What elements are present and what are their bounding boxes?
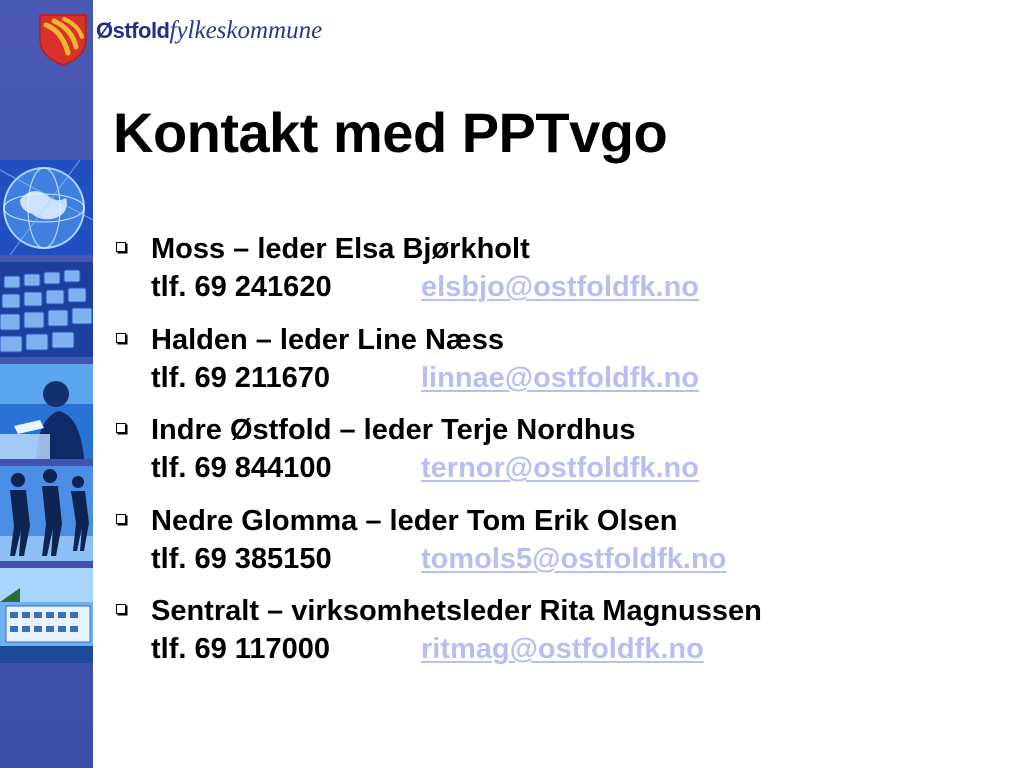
contact-heading: Moss – leder Elsa Bjørkholt (151, 233, 530, 265)
list-item (113, 230, 993, 321)
contact-heading: Sentralt – virksomhetsleder Rita Magnussen (151, 595, 762, 627)
hollow-square-bullet-icon (116, 514, 126, 524)
contact-phone: tlf. 69 241620 (151, 271, 332, 303)
list-item (113, 411, 993, 502)
contact-details (151, 449, 993, 487)
contact-phone: tlf. 69 385150 (151, 542, 332, 575)
hollow-square-bullet-icon (116, 242, 126, 252)
list-item (113, 321, 993, 412)
contact-phone: tlf. 69 117000 (151, 633, 330, 665)
contact-heading: Nedre Glomma – leder Tom Erik Olsen (151, 504, 678, 537)
hollow-square-bullet-icon (116, 423, 126, 433)
email-link[interactable]: elsbjo@ostfoldfk.no (421, 271, 699, 303)
logo-wordmark (96, 17, 322, 45)
contact-heading: Indre Østfold – leder Terje Nordhus (151, 414, 636, 446)
email-link[interactable]: ternor@ostfoldfk.no (421, 452, 699, 484)
email-link[interactable]: tomols5@ostfoldfk.no (421, 542, 727, 575)
contact-details (151, 630, 993, 668)
walking-people-image (0, 466, 93, 561)
coat-of-arms-icon (38, 13, 88, 67)
email-link[interactable]: linnae@ostfoldfk.no (421, 361, 699, 394)
contact-phone: tlf. 69 844100 (151, 452, 332, 484)
contact-phone: tlf. 69 211670 (151, 361, 330, 394)
contact-details (151, 540, 993, 578)
globe-image (0, 160, 93, 255)
list-item (113, 502, 993, 593)
keyboard-image (0, 262, 93, 357)
hollow-square-bullet-icon (116, 604, 126, 614)
organization-logo (38, 12, 322, 68)
slide-title: Kontakt med PPTvgo (113, 101, 668, 164)
contact-details (151, 359, 993, 397)
contact-heading: Halden – leder Line Næss (151, 323, 504, 356)
hollow-square-bullet-icon (116, 333, 126, 343)
contact-list (113, 230, 993, 683)
left-sidebar-band (0, 0, 93, 768)
building-image (0, 568, 93, 663)
logo-wordmark-italic: fylkeskommune (169, 17, 323, 44)
email-link[interactable]: ritmag@ostfoldfk.no (421, 633, 704, 665)
person-desk-image (0, 364, 93, 459)
logo-wordmark-bold: Østfold (96, 18, 170, 43)
list-item (113, 592, 993, 683)
contact-details (151, 268, 993, 306)
